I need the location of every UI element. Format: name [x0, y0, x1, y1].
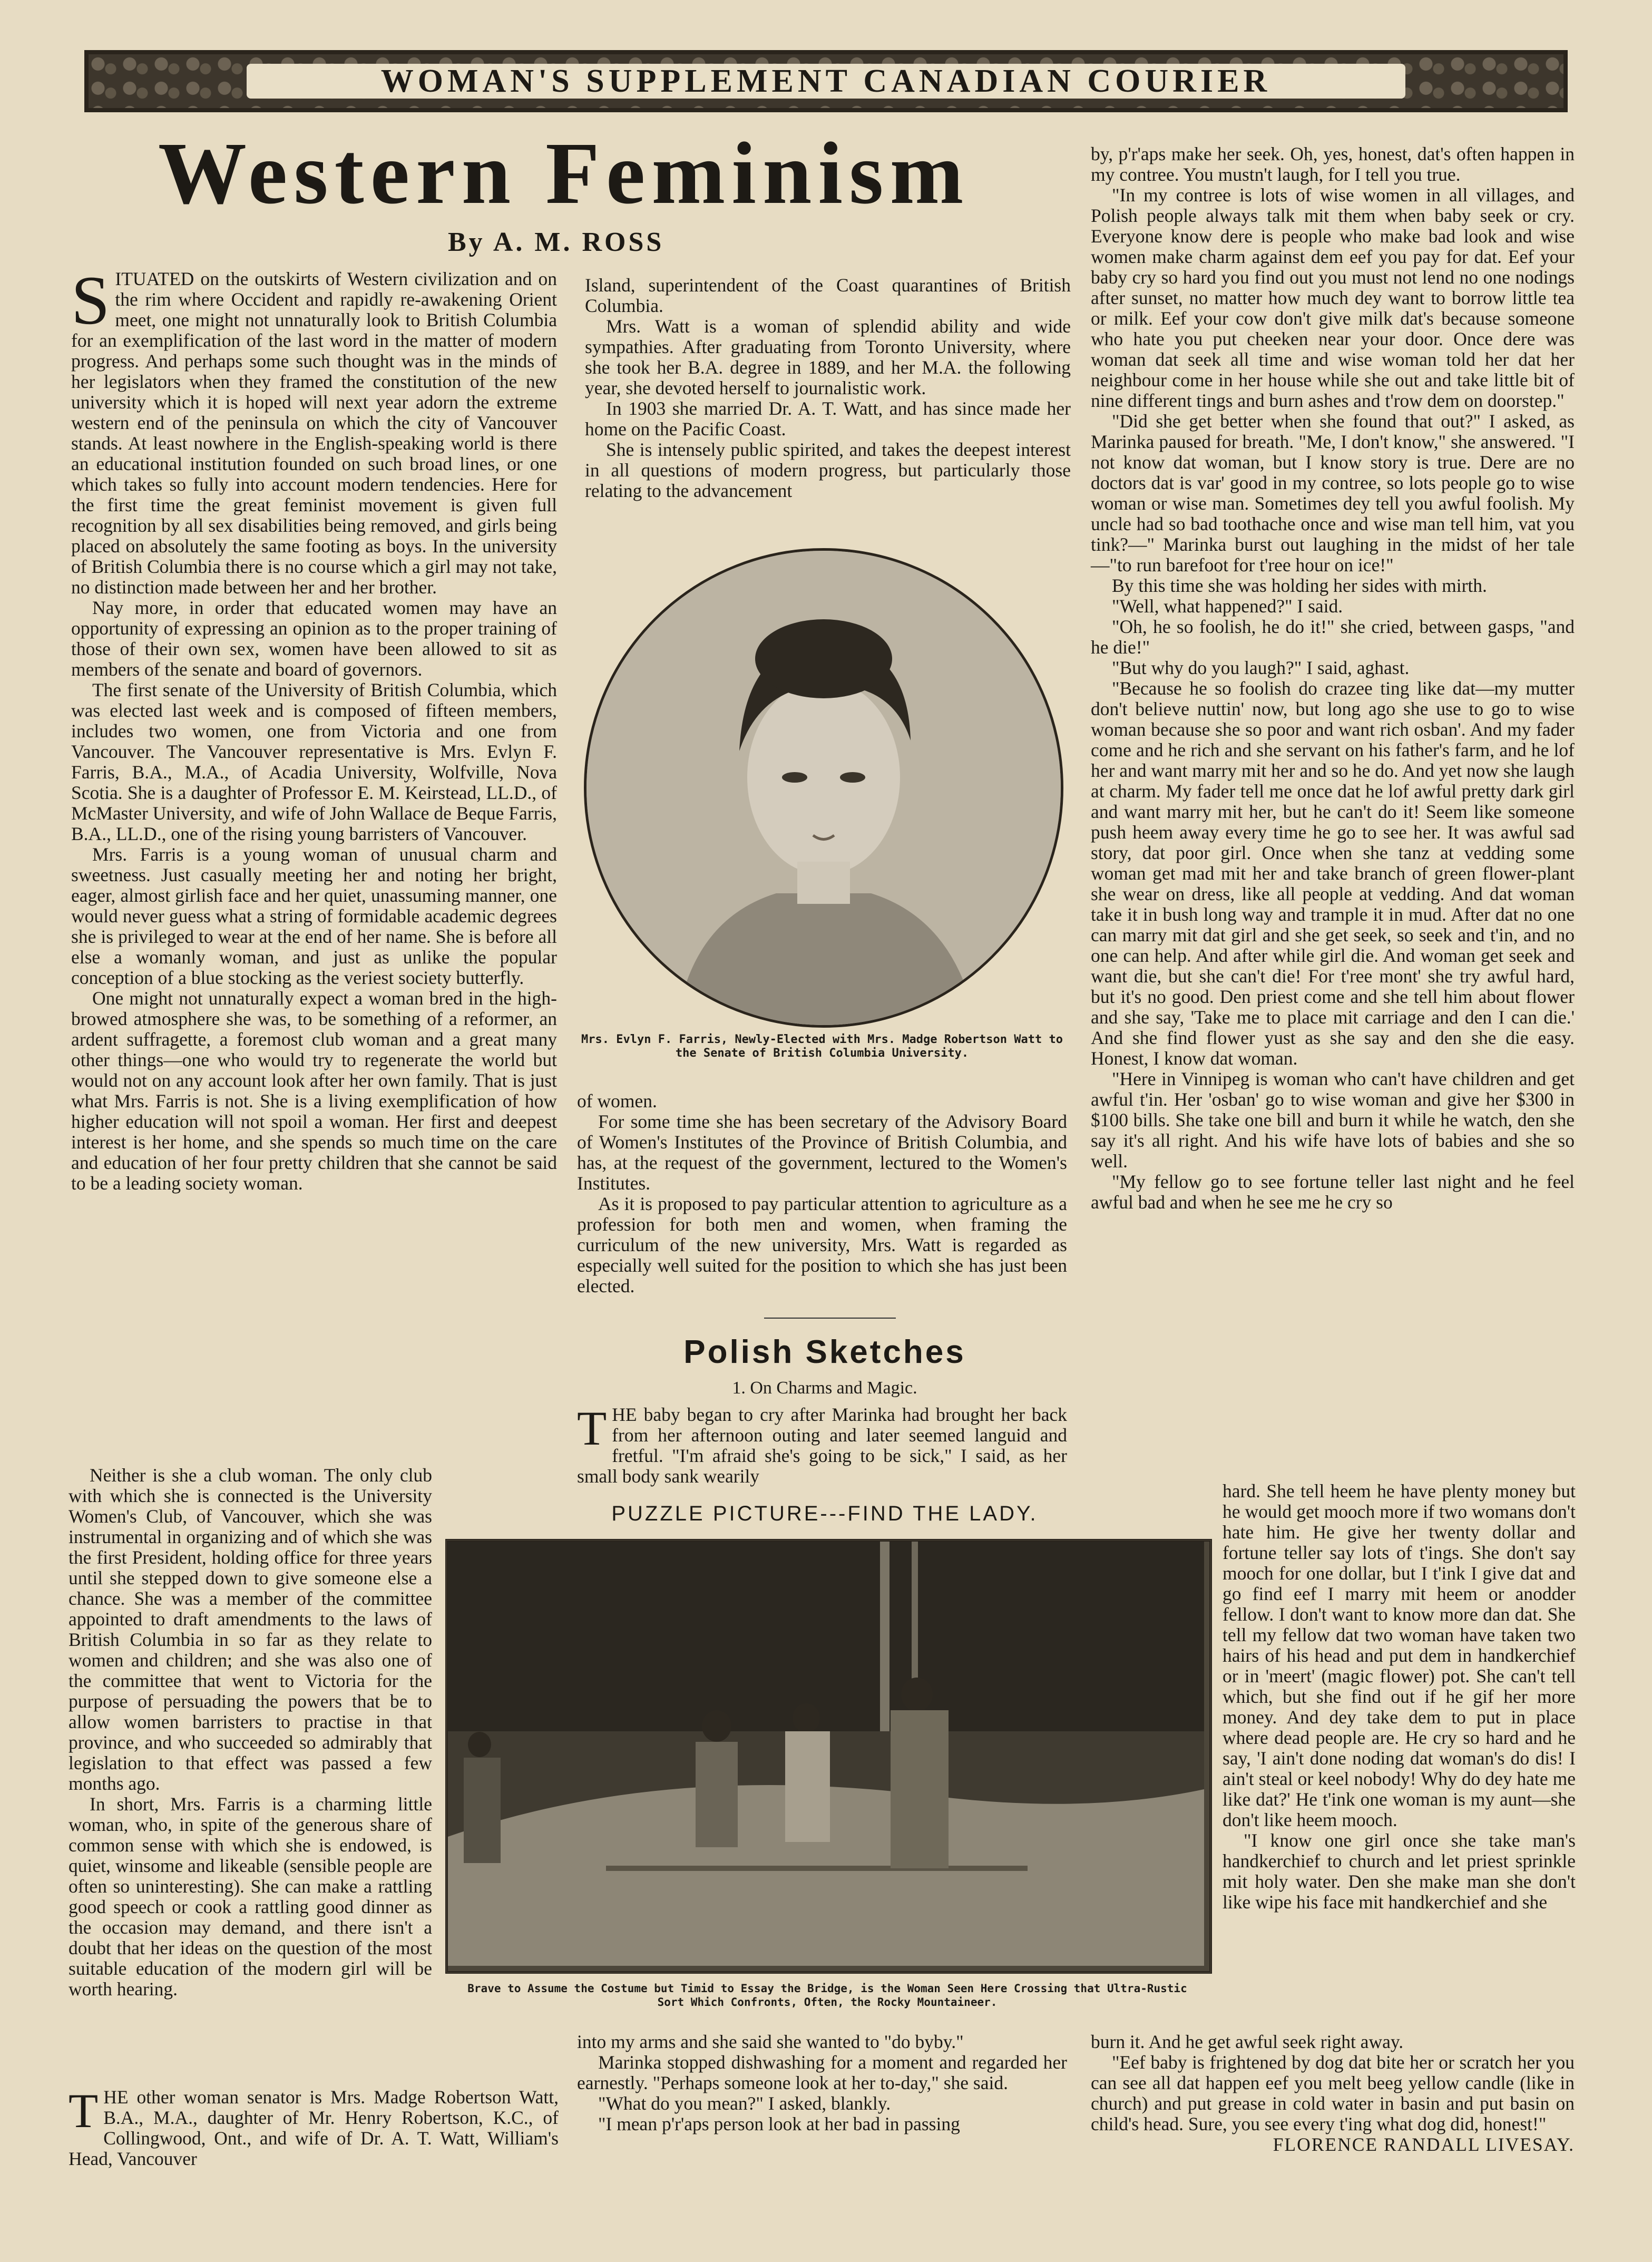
paragraph: Nay more, in order that educated women may have an opportunity of expressing an opinion as to the proper training of those of their own sex, women have been allowed to sit as members of the senate and board of governors.: [71, 597, 557, 680]
paragraph: By this time she was holding her sides with mirth.: [1112, 575, 1487, 596]
column-3-narrow: [1223, 1481, 1576, 1913]
paragraph: of women.: [577, 1090, 657, 1111]
sketch-intro: [577, 1401, 1067, 1487]
paragraph: "Did she get better when she found that out?" I asked, as Marinka paused for breath. "Me, I don't know," she answered. "I not know dat woman, but I know story is true. Dere are no doctors dat is var' good in my contree, so lots people go to wise woman or wise man. Sometimes dey tell you awful foolish. My uncle had so bad toothache once and wise man tell him, vat you tink?—" Marinka burst out laughing in the midst of her tale—"to run barefoot for t'ree hour on ice!": [1091, 411, 1575, 576]
drop-cap: T: [69, 2084, 99, 2138]
paragraph: As it is proposed to pay particular attention to agriculture as a profession for both men and women, when framing the curriculum of the new university, Mrs. Watt is regarded as especially well suited for the position to which she has just been elected.: [577, 1193, 1067, 1296]
paragraph: In 1903 she married Dr. A. T. Watt, and has since made her home on the Pacific Coast.: [585, 398, 1071, 440]
paragraph: burn it. And he get awful seek right away.: [1091, 2031, 1404, 2052]
drop-cap: T: [577, 1401, 607, 1455]
column-1-lower: [69, 1465, 432, 2000]
paragraph: Island, superintendent of the Coast quarantines of British Columbia.: [585, 275, 1071, 316]
forest-scene-illustration: [448, 1542, 1204, 1966]
paragraph: "Well, what happened?" I said.: [1112, 596, 1343, 617]
section-heading: Polish Sketches: [683, 1334, 966, 1370]
paragraph: by, p'r'aps make her seek. Oh, yes, honest, dat's often happen in my contree. You mustn't laugh, for I tell you true.: [1091, 143, 1575, 185]
paragraph: Marinka stopped dishwashing for a moment and regarded her earnestly. "Perhaps someone look at her to-day," she said.: [577, 2052, 1067, 2093]
portrait-illustration: [586, 551, 1061, 1025]
column-3-end: [1091, 2032, 1575, 2155]
column-3: [1091, 144, 1575, 1213]
paragraph: [577, 1401, 1067, 1487]
masthead-plate: [247, 64, 1405, 99]
paragraph: "My fellow go to see fortune teller last night and he feel awful bad and when he see me he cry so: [1091, 1171, 1575, 1213]
paragraph: into my arms and she said she wanted to "do byby.": [577, 2031, 964, 2052]
paragraph: Mrs. Watt is a woman of splendid ability and wide sympathies. After graduating from Toronto University, where she took her B.A. degree in 1889, and her M.A. the following year, she devoted herself to journalistic work.: [585, 316, 1071, 398]
signature: FLORENCE RANDALL LIVESAY.: [1273, 2134, 1575, 2155]
portrait-caption: Mrs. Evlyn F. Farris, Newly-Elected with Mrs. Madge Robertson Watt to the Senate of British Columbia University.: [581, 1033, 1063, 1060]
portrait-photo: [584, 548, 1063, 1028]
article-title: Western Feminism: [158, 124, 970, 222]
masthead-text: WOMAN'S SUPPLEMENT CANADIAN COURIER: [380, 63, 1272, 99]
puzzle-photo: [445, 1539, 1212, 1974]
paragraph: For some time she has been secretary of the Advisory Board of Women's Institutes of the Province of British Columbia, and has, at the request of the government, lectured to the Women's Institutes.: [577, 1111, 1067, 1194]
column-1: [71, 261, 557, 1194]
paragraph: [71, 261, 557, 598]
paragraph: "Here in Vinnipeg is woman who can't have children and get awful t'in. Her 'osban' go to wise woman and give her $300 in $100 bills. She take one bill and burn it while he watch, den she say it's all right. And his wife have lots of babies and she so well.: [1091, 1068, 1575, 1172]
puzzle-caption: Brave to Assume the Costume but Timid to Essay the Bridge, is the Woman Seen Here Crossing that Ultra-Rustic Sort Which Confronts, Often, the Rocky Mountaineer.: [467, 1982, 1187, 2008]
paragraph: "But why do you laugh?" I said, aghast.: [1112, 657, 1410, 678]
paragraph: One might not unnaturally expect a woman bred in the high-browed atmosphere she was, to be something of a reformer, an ardent suffragette, a foremost club woman and a great many other things—one who would try to regenerate the world but would not on any account look after her own family. That is just what Mrs. Farris is not. She is a living exemplification of how higher education will not spoil a woman. Her first and deepest interest is her home, and she spends so much time on the care and education of her four pretty children that she cannot be said to be a leading society woman.: [71, 988, 557, 1194]
paragraph-text: HE baby began to cry after Marinka had brought her back from her afternoon outing and later seemed languid and fretful. "I'm afraid she's going to be sick," I said, as her small body sank wearily: [577, 1404, 1067, 1487]
drop-cap: S: [71, 261, 110, 339]
paragraph: "I mean p'r'aps person look at her bad in passing: [598, 2113, 960, 2134]
paragraph: She is intensely public spirited, and takes the deepest interest in all questions of modern progress, but particularly those relating to the advancement: [585, 439, 1071, 501]
paragraph: "I know one girl once she take man's handkerchief to church and let priest sprinkle mit holy water. Den she make man she don't like wipe his face mit handkerchief and she: [1223, 1830, 1576, 1913]
paragraph: "Eef baby is frightened by dog dat bite her or scratch her you can see all dat happen eef you melt beeg yellow candle (like in church) and put grease in cold water in basin and put basin on child's head. Sure, you see every t'ing what dog did, honest!": [1091, 2052, 1575, 2134]
paragraph-text: ITUATED on the outskirts of Western civilization and on the rim where Occident and rapidly re-awakening Orient meet, one might not unnaturally look to British Columbia for an exemplification of the last word in the matter of modern progress. And perhaps some such thought was in the minds of her legislators when they framed the constitution of the new university which it is hoped will next year adorn the extreme western end of the peninsula on which the city of Vancouver stands. At least nowhere in the English-speaking world is there an educational institution founded on such broad lines, or one which takes so fully into account modern tendencies. Here for the first time the great feminist movement is given full recognition by all sex disabilities being removed, and girls being placed on absolutely the same footing as boys. In the university of British Columbia there is no course which a girl may not take, no distinction made between her and her brother.: [71, 268, 557, 598]
paragraph: Mrs. Farris is a young woman of unusual charm and sweetness. Just casually meeting her and noting her bright, eager, almost girlish face and her quiet, unassuming manner, one would never guess what a string of formidable academic degrees she is privileged to wear at the end of her name. She is before all else a womanly woman, and just as unlike the popular conception of a blue stocking as the veriest society butterfly.: [71, 844, 557, 988]
paragraph: "What do you mean?" I asked, blankly.: [598, 2093, 891, 2114]
puzzle-heading: PUZZLE PICTURE---FIND THE LADY.: [611, 1502, 1038, 1525]
paragraph: The first senate of the University of British Columbia, which was elected last week and is composed of fifteen members, includes two women, one from Victoria and one from Vancouver. The Vancouver representative is Mrs. Evlyn F. Farris, B.A., M.A., of Acadia University, Wolfville, Nova Scotia. She is a daughter of Professor E. M. Keirstead, LL.D., of McMaster University, and wife of John Wallace de Beque Farris, B.A., LL.D., one of the rising young barristers of Vancouver.: [71, 679, 557, 844]
section-subheading: 1. On Charms and Magic.: [732, 1378, 917, 1398]
section-divider: [764, 1318, 896, 1319]
paragraph: "Because he so foolish do crazee ting like dat—my mutter don't believe nuttin' now, but long ago she use to go to wise woman because she so poor and want rich osban'. And my fader come and he rich and she servant on his father's farm, and he lof her and want marry mit her and so he do. And yet now she laugh at charm. My fader tell me once dat he lof awful pretty dark girl and want marry mit her, but he can't do it! Seem like someone push heem away every time he go to see her. It was awful sad story, dat poor girl. Once when she tanz at vedding some woman get mad mit her and take branch of green flower-plant she wear on dress, like all people at vedding. And dat woman take it in bush long way and trample it in mud. After dat no one can marry mit dat girl and she get seek, so seek and t'in, and no one can help. And after while girl die. And woman get seek and want die, but she can't die! For t'ree mont' she try awful hard, but it's no good. Den priest come and she tell him about flower and she say, 'Take me to place mit carriage and den I can die.' And she find flower yust as she say and den she die easy. Honest, I know dat woman.: [1091, 678, 1575, 1069]
masthead-banner: [84, 50, 1568, 112]
article-byline: By A. M. ROSS: [448, 227, 664, 257]
column-2-middle: [577, 1091, 1067, 1296]
paragraph: "In my contree is lots of wise women in all villages, and Polish people always talk mit them when baby seek or cry. Everyone know dere is people who make bad look and wise women make charm against dem eef you pay for dat. Eef your baby cry so hard you find out you must not lend no one nodings after sunset, no matter how much dey want to borrow little tea or milk. Eef your cow don't give milk dat's because someone who hate you put cheeken near your door. Once dere was woman dat seek all time and wise woman told her dat her neighbour come in her house while she out and take little bit of nine different tings and burn ashes and t'row dem on doorstep.": [1091, 184, 1575, 411]
paragraph: [69, 2084, 559, 2169]
column-1-bottom: [69, 2084, 559, 2169]
paragraph: hard. She tell heem he have plenty money but he would get mooch more if two womans don't hate him. He give her twenty dollar and fortune teller say lots of t'ings. She don't say mooch for one dollar, but I t'ink I give dat and go find eef I marry mit heem or anodder fellow. I don't want to know more dan dat. She tell my fellow dat two woman have taken two hairs of his head and put dem in handkerchief or in 'meert' (magic flower) pot. She can't tell which, but she find out if he gif her more money. And dey take dem to put in place where dead people are. He cry so hard and he say, 'I ain't done noding dat woman's do dis! I ain't steal or keel nobody! Why do dey hate me like dat?' He t'ink one woman is my aunt—she don't like heem mooch.: [1223, 1480, 1576, 1830]
paragraph-text: HE other woman senator is Mrs. Madge Robertson Watt, B.A., M.A., daughter of Mr. Henry Robertson, K.C., of Collingwood, Ont., and wife of Dr. A. T. Watt, William's Head, Vancouver: [69, 2086, 559, 2169]
paragraph: In short, Mrs. Farris is a charming little woman, who, in spite of the generous share of common sense with which she is endowed, is quiet, winsome and likeable (sensible people are often so uninteresting). She can make a rattling good speech or cook a rattling good dinner as the occasion may demand, and there isn't a doubt that her ideas on the question of the most suitable education of the modern girl will be worth hearing.: [69, 1793, 432, 2000]
column-2-bottom: [577, 2032, 1067, 2134]
column-2-top: [585, 275, 1071, 501]
paragraph: "Oh, he so foolish, he do it!" she cried, between gasps, "and he die!": [1091, 616, 1575, 658]
paragraph: Neither is she a club woman. The only club with which she is connected is the University Women's Club, of Vancouver, which she was instrumental in organizing and of which she was the first President, holding office for three years until she stepped down to give someone else a chance. She was a member of the committee appointed to draft amendments to the laws of British Columbia in so far as they relate to women and children; and she was also one of the committee that went to Victoria for the purpose of persuading the powers that be to allow women barristers to practise in that province, and who succeeded so admirably that legislation to that effect was passed a few months ago.: [69, 1465, 432, 1794]
